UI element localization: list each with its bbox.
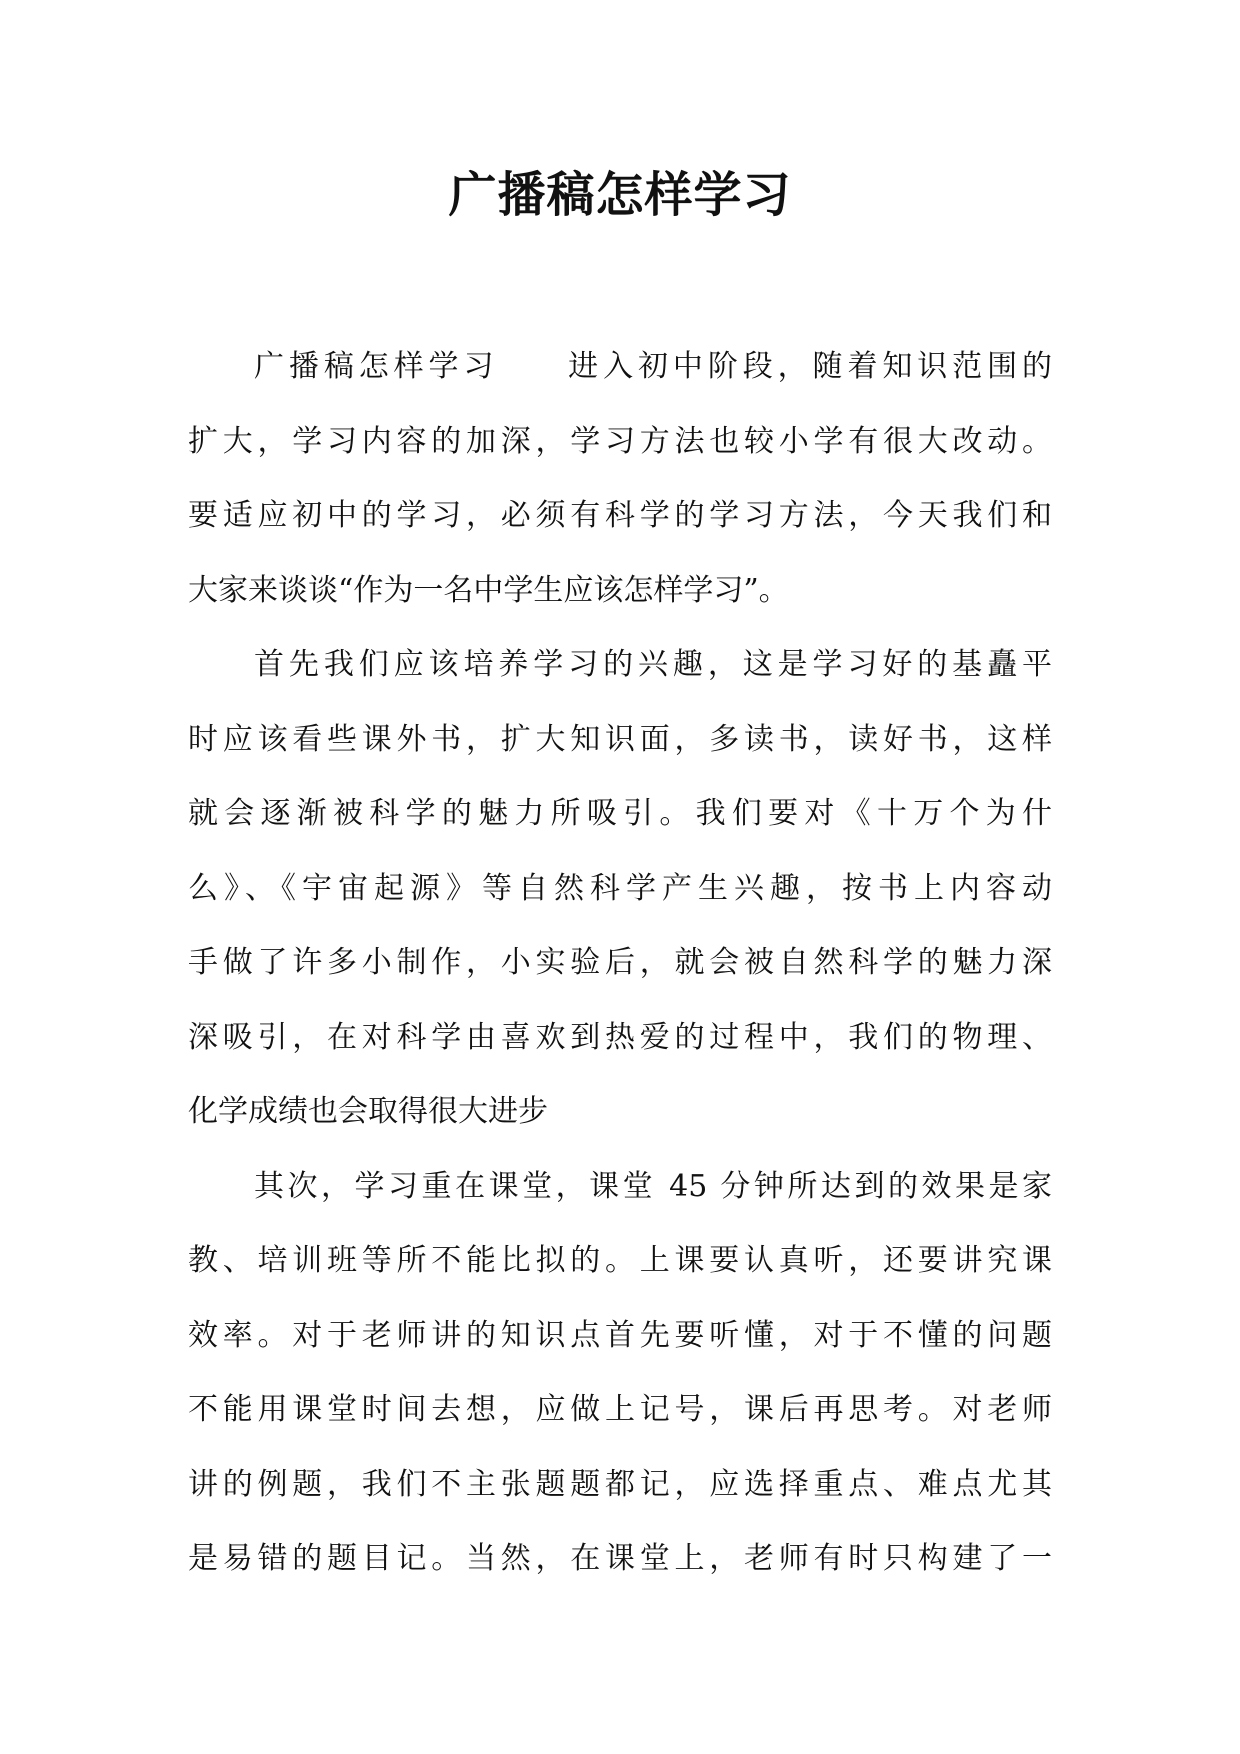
paragraph-2 xyxy=(188,628,1052,1150)
text-line: 时应该看些课外书，扩大知识面，多读书，读好书，这样 xyxy=(188,721,1052,757)
text-line: 广播稿怎样学习 进入初中阶段，随着知识范围的 xyxy=(254,349,1052,384)
paragraph-1 xyxy=(188,330,1052,628)
text-line: 讲的例题，我们不主张题题都记，应选择重点、难点尤其 xyxy=(188,1466,1052,1502)
page-title: 广播稿怎样学习 xyxy=(448,167,792,223)
text-line: 是易错的题目记。当然，在课堂上，老师有时只构建了一 xyxy=(188,1541,1052,1576)
text-line: 么》、《宇宙起源》等自然科学产生兴趣，按书上内容动 xyxy=(188,870,1052,906)
text-line: 不能用课堂时间去想，应做上记号，课后再思考。对老师 xyxy=(188,1392,1052,1427)
text-line: 深吸引，在对科学由喜欢到热爱的过程中，我们的物理、 xyxy=(188,1019,1052,1055)
text-line: 教、培训班等所不能比拟的。上课要认真听，还要讲究课 xyxy=(188,1243,1052,1278)
text-line: 手做了许多小制作，小实验后，就会被自然科学的魅力深 xyxy=(188,945,1052,980)
text-line: 首先我们应该培养学习的兴趣，这是学习好的基矗平 xyxy=(254,647,1052,682)
paragraph-3 xyxy=(188,1150,1052,1597)
text-line: 就会逐渐被科学的魅力所吸引。我们要对《十万个为什 xyxy=(188,796,1052,831)
text-line: 扩大，学习内容的加深，学习方法也较小学有很大改动。 xyxy=(188,423,1052,459)
document-body xyxy=(188,330,1052,1597)
text-line: 其次，学习重在课堂，课堂 45 分钟所达到的效果是家 xyxy=(254,1168,1052,1204)
text-line: 化学成绩也会取得很大进步 xyxy=(188,1094,548,1129)
text-line: 大家来谈谈“作为一名中学生应该怎样学习”。 xyxy=(188,572,789,608)
text-line: 效率。对于老师讲的知识点首先要听懂，对于不懂的问题 xyxy=(188,1317,1052,1353)
text-line: 要适应初中的学习，必须有科学的学习方法，今天我们和 xyxy=(188,498,1052,533)
